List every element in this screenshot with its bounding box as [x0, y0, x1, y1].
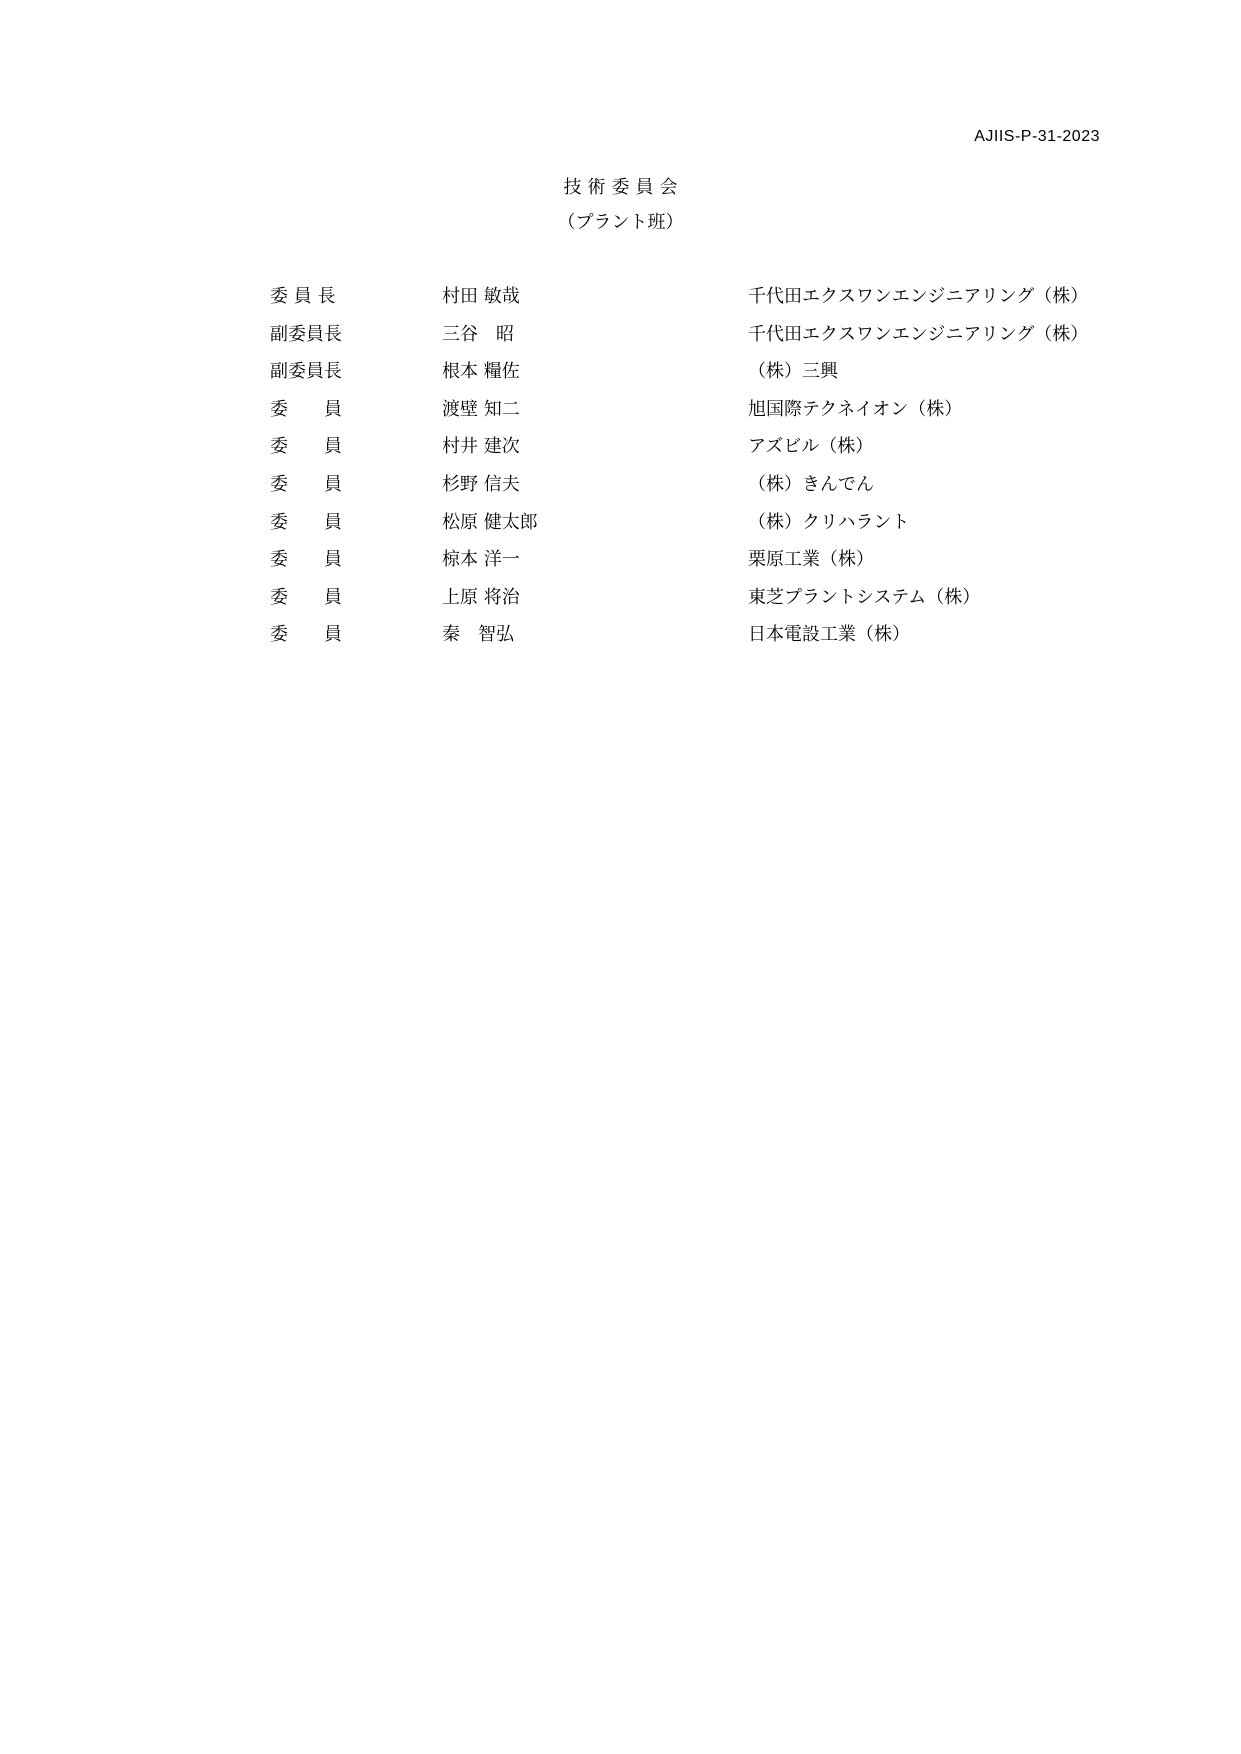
- member-row: [270, 400, 1110, 438]
- member-name: 渡壁 知二: [442, 398, 520, 420]
- member-name: 根本 糧佐: [442, 361, 520, 383]
- member-role: 委 員: [270, 436, 342, 458]
- member-row: [270, 513, 1110, 551]
- member-name: 上原 将治: [442, 586, 520, 608]
- member-role: 委 員: [270, 511, 342, 533]
- member-organization: 旭国際テクネイオン（株）: [748, 398, 963, 420]
- member-row: [270, 362, 1110, 400]
- committee-subtitle: （プラント班）: [557, 212, 684, 233]
- member-role: 副委員長: [270, 361, 342, 383]
- member-name: 椋本 洋一: [442, 549, 520, 571]
- member-role: 委 員 長: [270, 286, 336, 307]
- member-name: 杉野 信夫: [442, 473, 520, 495]
- member-name: 村田 敏哉: [442, 286, 520, 307]
- member-row: [270, 550, 1110, 588]
- member-organization: （株）クリハラント: [748, 511, 910, 533]
- member-name: 三谷 昭: [442, 323, 514, 345]
- member-row: [270, 287, 1110, 325]
- member-organization: （株）きんでん: [748, 473, 874, 495]
- document-code: AJIIS-P-31-2023: [974, 128, 1100, 145]
- member-organization: 千代田エクスワンエンジニアリング（株）: [748, 323, 1089, 345]
- member-role: 委 員: [270, 586, 342, 608]
- member-organization: 栗原工業（株）: [748, 549, 874, 571]
- member-row: [270, 625, 1110, 663]
- member-role: 委 員: [270, 473, 342, 495]
- member-name: 松原 健太郎: [442, 511, 538, 533]
- member-row: [270, 325, 1110, 363]
- member-role: 委 員: [270, 624, 342, 646]
- member-row: [270, 588, 1110, 626]
- member-name: 村井 建次: [442, 436, 520, 458]
- member-organization: アズビル（株）: [748, 436, 874, 458]
- member-organization: 千代田エクスワンエンジニアリング（株）: [748, 286, 1089, 307]
- member-role: 副委員長: [270, 323, 342, 345]
- member-row: [270, 475, 1110, 513]
- member-organization: 東芝プラントシステム（株）: [748, 586, 981, 608]
- member-name: 秦 智弘: [442, 624, 514, 646]
- member-role: 委 員: [270, 398, 342, 420]
- member-organization: （株）三興: [748, 361, 838, 383]
- member-row: [270, 437, 1110, 475]
- member-list: [270, 287, 1110, 663]
- committee-title: 技術委員会: [563, 177, 684, 198]
- member-organization: 日本電設工業（株）: [748, 624, 910, 646]
- member-role: 委 員: [270, 549, 342, 571]
